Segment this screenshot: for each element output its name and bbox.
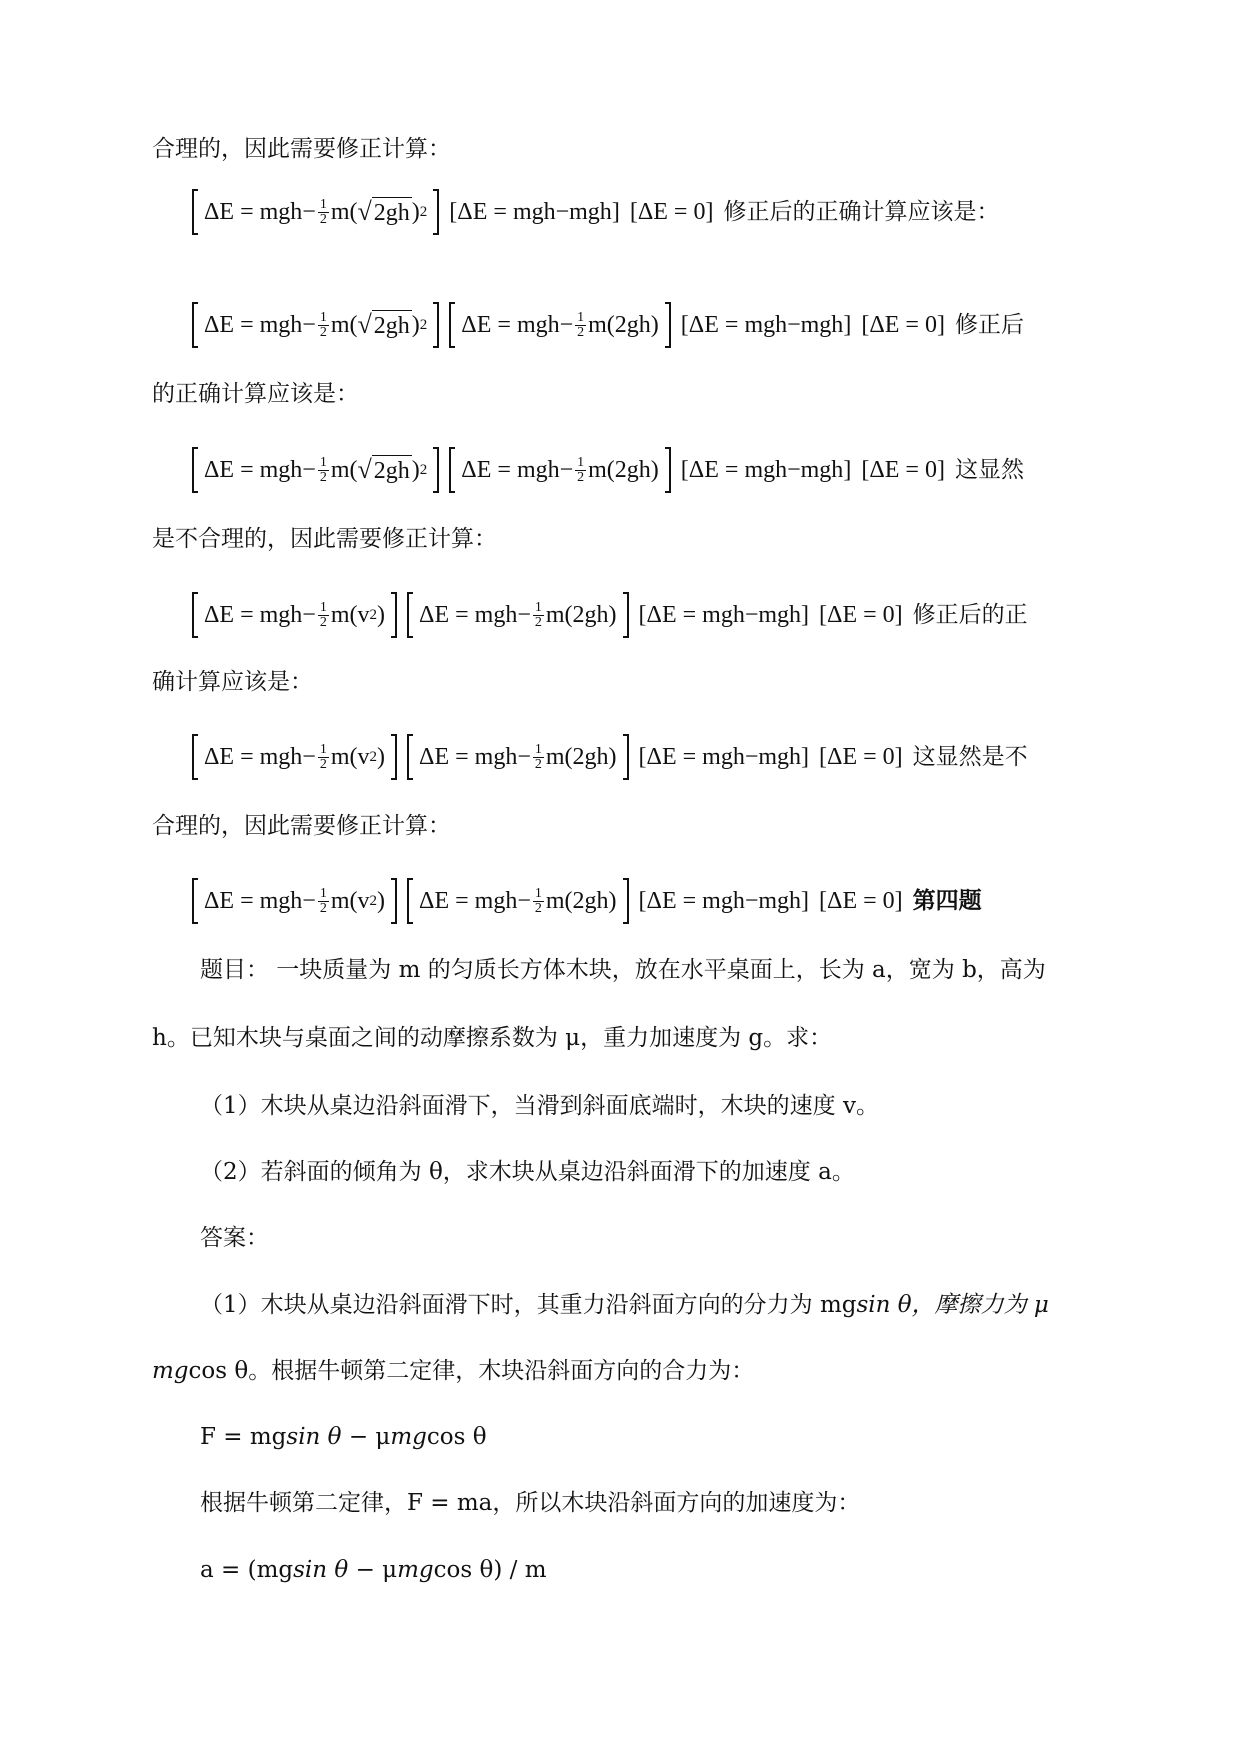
question-part-2: （2）若斜面的倾角为 θ，求木块从桌边沿斜面滑下的加速度 a。 xyxy=(200,1159,855,1185)
answer-line-3: 根据牛顿第二定律，F = ma，所以木块沿斜面方向的加速度为： xyxy=(200,1490,861,1516)
answer-label: 答案： xyxy=(200,1225,269,1251)
equation-line-3: ΔE = mgh− $\frac{1}{2}$ m ( √ 2gh ) 2 ΔE = mgh− $\frac{1}{2}$ m(2gh) [ ΔE = mgh−mgh ] [ ΔE = 0 ] 修正后 xyxy=(192,302,1091,348)
equation-line-5: ΔE = mgh− $\frac{1}{2}$ m ( √ 2gh ) 2 ΔE = mgh− $\frac{1}{2}$ m(2gh) [ ΔE = mgh−mgh ] [ ΔE = 0 ] 这显然 xyxy=(192,447,1091,493)
question-part-1: （1）木块从桌边沿斜面滑下，当滑到斜面底端时，木块的速度 v。 xyxy=(200,1093,879,1119)
equation-term-mghmgh: [ ΔE = mgh−mgh ] xyxy=(449,199,620,225)
answer-line-1: （1）木块从桌边沿斜面滑下时，其重力沿斜面方向的分力为 mgsin θ，摩擦力为 μ xyxy=(200,1292,1049,1318)
formula-acceleration: a = (mgsin θ − μmgcos θ) / m xyxy=(200,1557,547,1583)
text-line-10: 合理的，因此需要修正计算： xyxy=(152,813,451,839)
equation-term-sqrt: ΔE = mgh− $\frac{1}{2}$ m ( √ 2gh ) 2 xyxy=(192,189,439,235)
question-line-2: h。已知木块与桌面之间的动摩擦系数为 μ，重力加速度为 g。求： xyxy=(152,1025,833,1051)
text-line-8: 确计算应该是： xyxy=(152,669,313,695)
text-line-6: 是不合理的，因此需要修正计算： xyxy=(152,526,497,552)
text-line-1: 合理的，因此需要修正计算： xyxy=(152,136,451,162)
equation-term-zero: [ ΔE = 0 ] xyxy=(629,199,714,225)
equation-line-11: ΔE = mgh− $\frac{1}{2}$ m(v 2 ) ΔE = mgh− $\frac{1}{2}$ m(2gh) [ ΔE = mgh−mgh ] [ ΔE = 0 ] 第四题 xyxy=(192,878,1091,924)
section-heading: 第四题 xyxy=(912,888,982,914)
question-line-1: 题目： 一块质量为 m 的匀质长方体木块，放在水平桌面上，长为 a，宽为 b，高为 xyxy=(200,957,1046,983)
equation-line-9: ΔE = mgh− $\frac{1}{2}$ m(v 2 ) ΔE = mgh− $\frac{1}{2}$ m(2gh) [ ΔE = mgh−mgh ] [ ΔE = 0 ] 这显然是不 xyxy=(192,734,1091,780)
equation-line-2: ΔE = mgh− $\frac{1}{2}$ m ( √ 2gh ) 2 [ ΔE = mgh−mgh ] [ ΔE = 0 ] 修正后的正确计算应该是： xyxy=(192,189,1091,235)
answer-line-2: mgcos θ。根据牛顿第二定律，木块沿斜面方向的合力为： xyxy=(152,1358,755,1384)
equation-line-7: ΔE = mgh− $\frac{1}{2}$ m(v 2 ) ΔE = mgh− $\frac{1}{2}$ m(2gh) [ ΔE = mgh−mgh ] [ ΔE = 0 ] 修正后的正 xyxy=(192,592,1091,638)
formula-force: F = mgsin θ − μmgcos θ xyxy=(200,1424,487,1450)
text-line-4: 的正确计算应该是： xyxy=(152,381,359,407)
